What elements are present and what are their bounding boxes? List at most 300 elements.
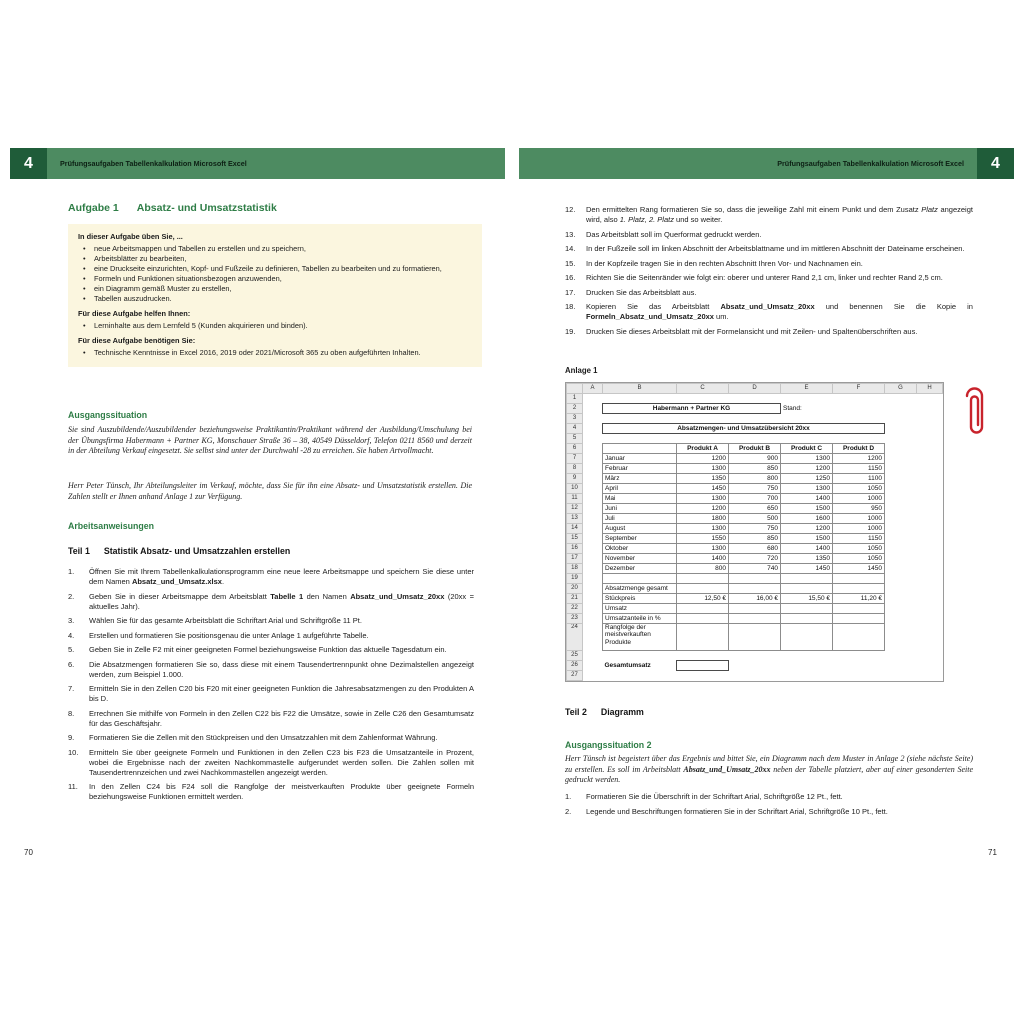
step-number: 9. <box>68 733 75 742</box>
sheet-cell <box>917 454 943 464</box>
step-text: Öffnen Sie mit Ihrem Tabellenkalkulationsprogramm eine neue leere Arbeitsmappe und speichern Sie diese unter dem Namen Absatz_und_Umsatz.xlsx. <box>89 567 474 586</box>
sheet-cell <box>885 614 917 624</box>
sheet-cell <box>729 661 781 671</box>
sheet-cell <box>603 414 677 424</box>
sheet-row-number: 16 <box>567 544 583 554</box>
bullet-text: neue Arbeitsmappen und Tabellen zu erstellen und zu speichern, <box>94 244 306 253</box>
situation2-heading: Ausgangssituation 2 <box>565 740 652 750</box>
sheet-row <box>567 394 943 404</box>
bullet-dot-icon: • <box>83 264 86 273</box>
sheet-cell <box>677 651 729 661</box>
sheet-cell <box>677 584 729 594</box>
sheet-cell <box>603 394 677 404</box>
sheet-cell: 1300 <box>781 454 833 464</box>
sheet-cell <box>885 524 917 534</box>
sheet-row-number: 12 <box>567 504 583 514</box>
sheet-row <box>567 584 943 594</box>
task-infobox <box>68 224 482 367</box>
sheet-cell <box>917 594 943 604</box>
step-text: Formatieren Sie die Überschrift in der Schriftart Arial, Schriftgröße 12 Pt., fett. <box>586 792 843 801</box>
step-number: 6. <box>68 659 75 669</box>
sheet-cell: Umsatz <box>603 604 677 614</box>
sheet-cell <box>781 671 833 681</box>
sheet-row-number: 9 <box>567 474 583 484</box>
sheet-row <box>567 594 943 604</box>
sheet-cell: 1300 <box>677 464 729 474</box>
sheet-cell <box>917 564 943 574</box>
sheet-cell: 1500 <box>781 504 833 514</box>
sheet-cell <box>885 624 917 651</box>
sheet-cell: 1350 <box>781 554 833 564</box>
sheet-cell: 1200 <box>833 454 885 464</box>
infobox-practice-list <box>78 244 472 304</box>
sheet-cell: März <box>603 474 677 484</box>
bullet-dot-icon: • <box>83 321 86 330</box>
sheet-cell <box>583 454 603 464</box>
sheet-cell: Mai <box>603 494 677 504</box>
bullet-item <box>78 274 472 284</box>
sheet-cell <box>917 651 943 661</box>
bullet-item <box>78 321 472 331</box>
task-title: Absatz- und Umsatzstatistik <box>136 202 277 214</box>
sheet-row-number: 25 <box>567 651 583 661</box>
sheet-cell: Stand: <box>783 404 802 412</box>
step-text: Erstellen und formatieren Sie positionsgenau die unter Anlage 1 aufgeführte Tabelle. <box>89 630 369 640</box>
step-text: Den ermittelten Rang formatieren Sie so, dass die jeweilige Zahl mit einem Punkt und dem Zusatz Platz angezeigt wird, also 1. Platz, 2. Platz und so weiter. <box>586 205 973 224</box>
step-text: Formatieren Sie die Zellen mit den Stückpreisen und den Umsatzzahlen mit dem Zahlenformat Währung. <box>89 733 438 742</box>
sheet-cell: Produkt B <box>729 444 781 454</box>
sheet-cell <box>583 594 603 604</box>
sheet-cell: Dezember <box>603 564 677 574</box>
sheet-cell <box>729 584 781 594</box>
infobox-practice-heading: In dieser Aufgabe üben Sie, ... <box>78 232 183 241</box>
step-text: In der Kopfzeile tragen Sie in den rechten Abschnitt Ihren Vor- und Nachnamen ein. <box>586 258 863 268</box>
sheet-cell: 500 <box>729 514 781 524</box>
sheet-cell: 1000 <box>833 494 885 504</box>
sheet-row-number: 14 <box>567 524 583 534</box>
infobox-practice-group <box>78 232 472 304</box>
anlage-label: Anlage 1 <box>565 366 598 375</box>
sheet-cell: 1200 <box>781 464 833 474</box>
step-text: Ermitteln Sie über geeignete Formeln und Funktionen in den Zellen C23 bis F23 die Umsatzanteile in Prozent, wobei die Ergebnisse nach der zweiten Nachkommastelle aufgerundet werden sollen. Die Zahlen sollen mit Tausendertrennzeichen und zwei Nachkommastellen angezeigt werden. <box>89 747 474 777</box>
step-text: Errechnen Sie mithilfe von Formeln in den Zellen C22 bis F22 die Umsätze, sowie in Zelle C26 den Gesamtumsatz für das Geschäftsjahr. <box>89 708 474 728</box>
sheet-cell <box>583 514 603 524</box>
infobox-need-group <box>78 336 472 358</box>
sheet-cell <box>917 604 943 614</box>
sheet-row <box>567 671 943 681</box>
bullet-dot-icon: • <box>83 348 86 357</box>
sheet-cell <box>917 504 943 514</box>
sheet-cell: August <box>603 524 677 534</box>
situation2-paragraph: Herr Tünsch ist begeistert über das Ergebnis und bittet Sie, ein Diagramm nach dem Muster in Anlage 2 (siehe nächste Seite) zu erstellen. Es soll im Arbeitsblatt Absatz_und_Umsatz_20xx neben der Tabelle platziert, aber auf einer gesonderten Seite gedruckt werden. <box>565 754 973 785</box>
sheet-column-letter: D <box>729 384 781 394</box>
sheet-cell <box>885 414 917 424</box>
sheet-row <box>567 494 943 504</box>
sheet-column-letter: B <box>603 384 677 394</box>
sheet-column-letter: A <box>583 384 603 394</box>
sheet-cell <box>885 424 917 434</box>
sheet-cell: 1250 <box>781 474 833 484</box>
sheet-cell: Gesamtumsatz <box>604 661 651 669</box>
sheet-cell <box>677 394 729 404</box>
step-text: Kopieren Sie das Arbeitsblatt Absatz_und_Umsatz_20xx und benennen Sie die Kopie in Formeln_Absatz_und_Umsatz_20xx um. <box>586 302 973 321</box>
sheet-cell: 1550 <box>677 534 729 544</box>
sheet-cell <box>833 404 885 414</box>
sheet-cell <box>583 404 603 414</box>
sheet-column-letter: C <box>677 384 729 394</box>
part1-label: Teil 1 <box>68 546 90 556</box>
sheet-cell <box>917 484 943 494</box>
sheet-row <box>567 454 943 464</box>
sheet-cell <box>583 424 603 434</box>
sheet-cell: 1350 <box>677 474 729 484</box>
sheet-row <box>567 544 943 554</box>
sheet-cell <box>885 474 917 484</box>
sheet-cell: Produkt D <box>833 444 885 454</box>
sheet-cell <box>917 624 943 651</box>
sheet-cell <box>833 584 885 594</box>
left-page <box>10 148 505 888</box>
sheet-cell <box>729 434 781 444</box>
task-step <box>565 792 973 802</box>
sheet-row <box>567 564 943 574</box>
step-text: Drucken Sie dieses Arbeitsblatt mit der Formelansicht und mit Zeilen- und Spaltenüberschriften aus. <box>586 326 918 336</box>
sheet-cell: 1150 <box>833 534 885 544</box>
sheet-row-number: 21 <box>567 594 583 604</box>
sheet-cell <box>583 504 603 514</box>
sheet-cell: 750 <box>729 524 781 534</box>
step-text: In den Zellen C24 bis F24 soll die Rangfolge der meistverkauften Produkte über geeignete Formeln beziehungsweise Funktionen ermittelt werden. <box>89 782 474 801</box>
excel-screenshot <box>565 382 944 682</box>
chapter-number-right: 4 <box>977 148 1014 179</box>
task-step <box>565 273 973 283</box>
infobox-help-list <box>78 321 472 331</box>
sheet-cell: 1300 <box>677 494 729 504</box>
sheet-cell: 11,20 € <box>833 594 885 604</box>
sheet-cell <box>885 544 917 554</box>
sheet-cell <box>833 671 885 681</box>
sheet-cell: 1200 <box>781 524 833 534</box>
bullet-text: eine Druckseite einzurichten, Kopf- und Fußzeile zu definieren, Tabellen zu bearbeiten und zu formatieren, <box>94 264 442 273</box>
sheet-cell <box>729 614 781 624</box>
sheet-row <box>567 554 943 564</box>
sheet-cell <box>729 414 781 424</box>
sheet-row-number: 8 <box>567 464 583 474</box>
sheet-cell: 1100 <box>833 474 885 484</box>
sheet-cell <box>603 574 677 584</box>
sheet-cell: 1000 <box>833 514 885 524</box>
sheet-cell: 1800 <box>677 514 729 524</box>
sheet-cell: 1300 <box>677 524 729 534</box>
task-step <box>68 782 474 802</box>
sheet-cell <box>583 624 603 651</box>
sheet-cell <box>603 434 677 444</box>
task-step <box>565 230 973 240</box>
sheet-row <box>567 614 943 624</box>
step-number: 12. <box>565 205 576 214</box>
task-steps-1-11 <box>68 567 474 807</box>
step-number: 2. <box>565 806 572 816</box>
sheet-row-number: 2 <box>567 404 583 414</box>
sheet-cell <box>885 651 917 661</box>
sheet-cell: 700 <box>729 494 781 504</box>
part1-heading <box>68 546 290 556</box>
sheet-row-number: 24 <box>567 624 583 651</box>
sheet-row-number: 26 <box>567 661 583 671</box>
sheet-cell <box>729 651 781 661</box>
task-step <box>68 660 474 680</box>
sheet-cell <box>583 464 603 474</box>
sheet-cell: 650 <box>729 504 781 514</box>
sheet-cell <box>885 394 917 404</box>
header-title-right: Prüfungsaufgaben Tabellenkalkulation Microsoft Excel <box>777 159 964 168</box>
sheet-cell: Januar <box>603 454 677 464</box>
step-number: 19. <box>565 326 576 336</box>
sheet-row <box>567 524 943 534</box>
sheet-cell <box>917 404 943 414</box>
bullet-dot-icon: • <box>83 294 86 303</box>
sheet-cell: 1300 <box>677 544 729 554</box>
step-number: 4. <box>68 630 75 640</box>
sheet-cell <box>833 651 885 661</box>
sheet-cell <box>885 464 917 474</box>
sheet-cell <box>583 534 603 544</box>
bullet-dot-icon: • <box>83 244 86 253</box>
sheet-cell: 750 <box>729 484 781 494</box>
sheet-cell <box>583 574 603 584</box>
sheet-cell <box>583 554 603 564</box>
sheet-cell: 800 <box>729 474 781 484</box>
sheet-cell <box>885 594 917 604</box>
sheet-cell <box>885 661 917 671</box>
step-number: 17. <box>565 287 576 297</box>
task-steps-part2 <box>565 792 973 821</box>
bullet-dot-icon: • <box>83 284 86 293</box>
sheet-cell <box>583 414 603 424</box>
sheet-cell <box>833 604 885 614</box>
step-number: 2. <box>68 591 75 601</box>
sheet-row-number: 1 <box>567 394 583 404</box>
sheet-cell <box>917 584 943 594</box>
sheet-cell <box>885 494 917 504</box>
bullet-text: Lerninhalte aus dem Lernfeld 5 (Kunden akquirieren und binden). <box>94 321 308 330</box>
sheet-cell <box>885 404 917 414</box>
sheet-cell: 1450 <box>781 564 833 574</box>
task-step <box>68 709 474 729</box>
sheet-row <box>567 574 943 584</box>
task-step <box>68 616 474 626</box>
sheet-column-letter: G <box>885 384 917 394</box>
page-number-left: 70 <box>24 848 33 857</box>
step-text: In der Fußzeile soll im linken Abschnitt der Arbeitsblattname und im mittleren Abschnitt der Dateiname erscheinen. <box>586 244 965 253</box>
bullet-text: Technische Kenntnisse in Excel 2016, 2019 oder 2021/Microsoft 365 zu oben aufgeführten Inhalten. <box>94 348 421 357</box>
step-text: Richten Sie die Seitenränder wie folgt ein: oberer und unterer Rand 2,1 cm, linker und rechter Rand 2,5 cm. <box>586 273 943 282</box>
sheet-cell <box>781 584 833 594</box>
sheet-cell <box>917 414 943 424</box>
sheet-cell <box>917 494 943 504</box>
sheet-cell <box>677 671 729 681</box>
sheet-cell: 1400 <box>781 544 833 554</box>
chapter-number-left: 4 <box>10 148 47 179</box>
sheet-cell <box>885 584 917 594</box>
sheet-cell <box>781 434 833 444</box>
sheet-cell <box>583 484 603 494</box>
situation-paragraph-1: Sie sind Auszubildende/Auszubildender beziehungsweise Praktikantin/Praktikant während der Ausbildung/Umschulung bei der Übungsfirma Habermann + Partner KG, Monschauer Straße 36 – 38, 40549 Düsseldorf, Telefon 0211 8560 und derzeit in der Abteilung Verkauf eingesetzt. Sie selbst sind unter der Durchwahl -28 zu erreichen. Sie haben Artvollmacht. <box>68 425 472 456</box>
bullet-text: Formeln und Funktionen situationsbezogen anzuwenden, <box>94 274 282 283</box>
task-step <box>68 631 474 641</box>
sheet-cell: 850 <box>729 464 781 474</box>
step-number: 15. <box>565 258 576 268</box>
sheet-cell: 1200 <box>677 454 729 464</box>
sheet-cell <box>583 444 603 454</box>
sheet-cell: 16,00 € <box>729 594 781 604</box>
sheet-cell: 1150 <box>833 464 885 474</box>
sheet-row-number: 11 <box>567 494 583 504</box>
bullet-item <box>78 244 472 254</box>
sheet-cell <box>917 574 943 584</box>
sheet-cell <box>781 394 833 404</box>
sheet-column-header-row <box>567 384 943 394</box>
sheet-cell <box>917 534 943 544</box>
step-number: 11. <box>68 782 78 791</box>
sheet-cell <box>781 414 833 424</box>
sheet-cell <box>885 434 917 444</box>
bullet-item <box>78 348 472 358</box>
bullet-text: Tabellen auszudrucken. <box>94 294 172 303</box>
paperclip-icon <box>958 380 990 444</box>
sheet-row-number: 5 <box>567 434 583 444</box>
sheet-corner <box>567 384 583 394</box>
sheet-cell <box>833 614 885 624</box>
sheet-cell: 15,50 € <box>781 594 833 604</box>
bullet-item <box>78 254 472 264</box>
sheet-row <box>567 484 943 494</box>
sheet-cell <box>729 624 781 651</box>
sheet-cell <box>603 651 677 661</box>
step-number: 14. <box>565 244 576 253</box>
sheet-cell: 740 <box>729 564 781 574</box>
task-step <box>68 645 474 655</box>
sheet-cell <box>917 394 943 404</box>
sheet-cell <box>833 434 885 444</box>
sheet-cell <box>885 484 917 494</box>
sheet-row-number: 13 <box>567 514 583 524</box>
sheet-cell <box>583 614 603 624</box>
bullet-dot-icon: • <box>83 274 86 283</box>
task-step <box>68 684 474 704</box>
part2-title: Diagramm <box>600 707 644 717</box>
sheet-cell <box>917 434 943 444</box>
sheet-row <box>567 464 943 474</box>
step-text: Die Absatzmengen formatieren Sie so, dass diese mit einem Tausendertrennpunkt ohne Dezimalstellen angezeigt werden, zum Beispiel 1.000. <box>89 659 474 679</box>
sheet-cell <box>583 394 603 404</box>
infobox-need-heading: Für diese Aufgabe benötigen Sie: <box>78 336 196 345</box>
step-number: 10. <box>68 747 79 757</box>
sheet-cell: November <box>603 554 677 564</box>
sheet-cell: 1000 <box>833 524 885 534</box>
step-number: 18. <box>565 302 576 311</box>
sheet-cell <box>917 514 943 524</box>
step-number: 5. <box>68 645 75 654</box>
sheet-cell: 1050 <box>833 554 885 564</box>
task-step <box>565 244 973 254</box>
sheet-cell <box>917 424 943 434</box>
sheet-cell <box>885 534 917 544</box>
sheet-cell <box>885 554 917 564</box>
task-steps-12-19 <box>565 205 973 341</box>
sheet-row <box>567 661 943 671</box>
task-step <box>565 259 973 269</box>
task-step <box>565 807 973 817</box>
sheet-cell: Oktober <box>603 544 677 554</box>
header-title-left: Prüfungsaufgaben Tabellenkalkulation Microsoft Excel <box>60 159 247 168</box>
sheet-row <box>567 424 943 434</box>
sheet-cell <box>583 604 603 614</box>
part2-heading <box>565 707 644 717</box>
sheet-cell <box>677 434 729 444</box>
step-text: Wählen Sie für das gesamte Arbeitsblatt die Schriftart Arial und Schriftgröße 11 Pt. <box>89 616 362 625</box>
step-number: 13. <box>565 229 576 239</box>
sheet-cell: 950 <box>833 504 885 514</box>
page-number-right: 71 <box>988 848 997 857</box>
step-text: Legende und Beschriftungen formatieren Sie in der Schriftart Arial, Schriftgröße 10 Pt., fett. <box>586 806 888 816</box>
sheet-cell <box>729 671 781 681</box>
sheet-cell: Habermann + Partner KG <box>603 404 781 414</box>
step-number: 7. <box>68 684 75 693</box>
sheet-row-number: 22 <box>567 604 583 614</box>
bullet-dot-icon: • <box>83 254 86 263</box>
task-step <box>68 733 474 743</box>
sheet-cell <box>917 464 943 474</box>
sheet-row <box>567 514 943 524</box>
sheet-row <box>567 434 943 444</box>
sheet-cell: April <box>603 484 677 494</box>
sheet-row-number: 6 <box>567 444 583 454</box>
sheet-cell <box>603 671 677 681</box>
sheet-row <box>567 651 943 661</box>
sheet-cell: Absatzmengen- und Umsatzübersicht 20xx <box>603 424 885 434</box>
sheet-cell: 1500 <box>781 534 833 544</box>
sheet-cell <box>583 434 603 444</box>
bullet-text: Arbeitsblätter zu bearbeiten, <box>94 254 187 263</box>
sheet-row <box>567 444 943 454</box>
sheet-cell <box>917 614 943 624</box>
task-step <box>565 205 973 225</box>
sheet-cell <box>885 574 917 584</box>
infobox-need-list <box>78 348 472 358</box>
sheet-cell <box>833 624 885 651</box>
step-text: Geben Sie in dieser Arbeitsmappe dem Arbeitsblatt Tabelle 1 den Namen Absatz_und_Umsatz_20xx (20xx = aktuelles Jahr). <box>89 591 475 611</box>
sheet-cell <box>603 444 677 454</box>
sheet-cell <box>917 444 943 454</box>
step-text: Ermitteln Sie in den Zellen C20 bis F20 mit einer geeigneten Funktion die Jahresabsatzmengen zu den Produkten A bis D. <box>89 684 474 703</box>
sheet-cell: Juni <box>603 504 677 514</box>
sheet-cell <box>917 474 943 484</box>
sheet-cell: September <box>603 534 677 544</box>
sheet-cell <box>885 671 917 681</box>
task-step <box>565 288 973 298</box>
sheet-cell <box>917 661 943 671</box>
sheet-cell <box>729 604 781 614</box>
sheet-row <box>567 504 943 514</box>
sheet-cell <box>583 584 603 594</box>
sheet-cell <box>781 624 833 651</box>
sheet-cell <box>781 651 833 661</box>
sheet-cell <box>885 454 917 464</box>
sheet-column-letter: F <box>833 384 885 394</box>
sheet-row <box>567 474 943 484</box>
sheet-row <box>567 534 943 544</box>
